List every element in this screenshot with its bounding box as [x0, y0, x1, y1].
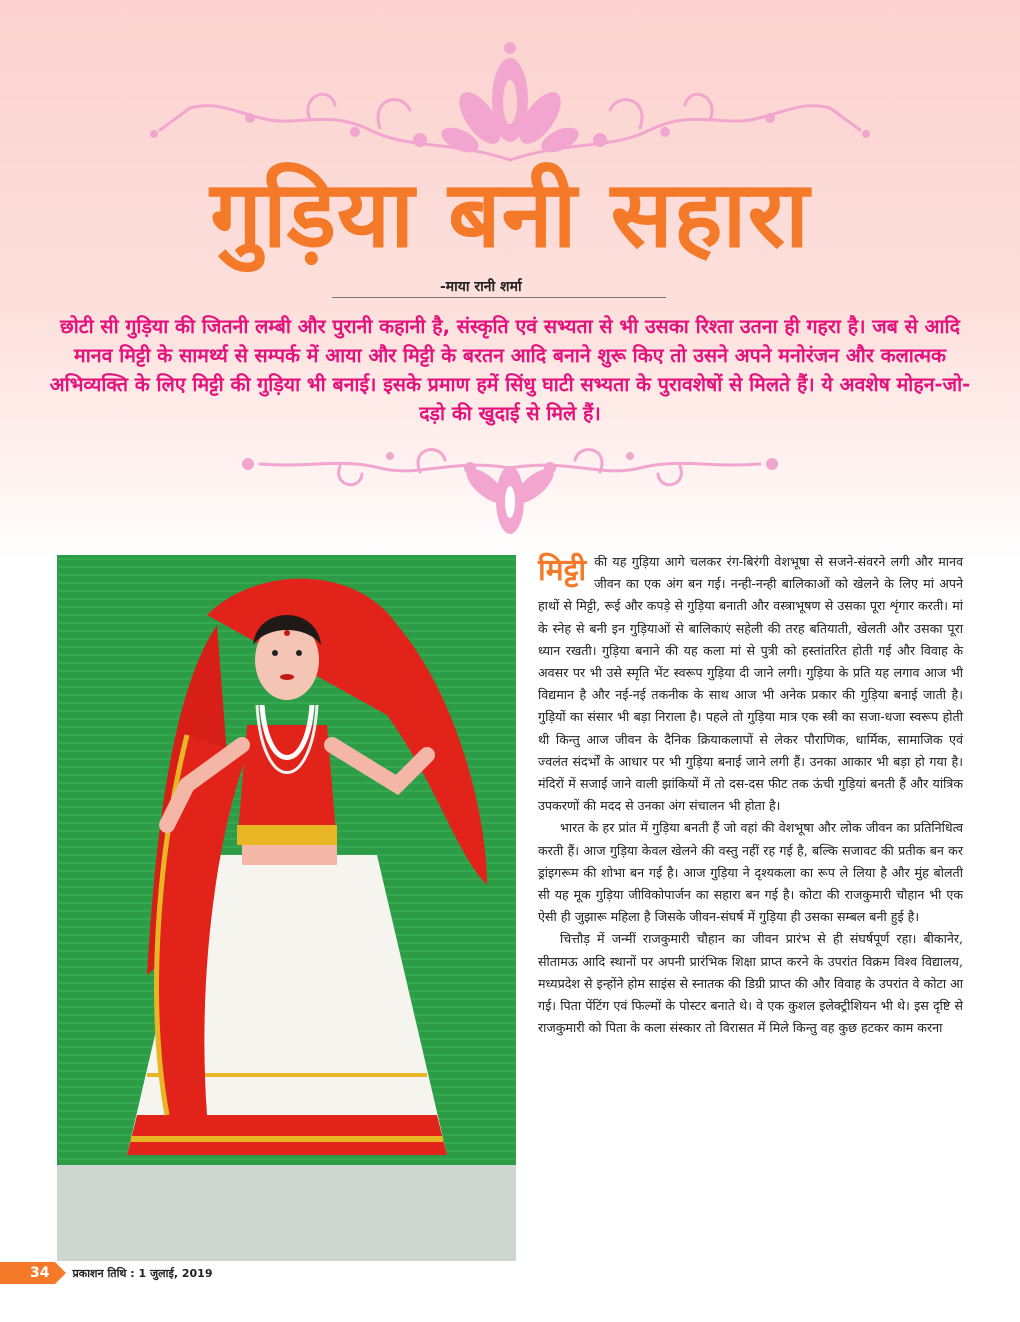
- page-number: 34: [0, 1262, 55, 1284]
- author-byline: -माया रानी शर्मा: [440, 279, 522, 295]
- page-footer: [0, 1262, 213, 1284]
- bottom-ornament: [0, 438, 1020, 538]
- article-title: गुड़िया बनी सहारा: [210, 161, 810, 268]
- article-body: [538, 551, 963, 1039]
- doll-photo: [57, 555, 516, 1261]
- top-ornament: [0, 40, 1020, 170]
- arrow-icon: [55, 1262, 66, 1284]
- doll-illustration: [57, 555, 516, 1261]
- floral-divider-icon: [220, 438, 800, 538]
- publication-date: प्रकाशन तिथि : 1 जुलाई, 2019: [72, 1266, 213, 1280]
- floral-ornament-icon: [130, 40, 890, 170]
- article-paragraph: भारत के हर प्रांत में गुड़िया बनती हैं जो वहां की वेशभूषा और लोक जीवन का प्रतिनिधित्व करती हैं। आज गुड़िया केवल खेलने की वस्तु नहीं रह गई है, बल्कि सजावट की प्रतीक बन कर ड्रांइगरूम की शोभा बन गई है। आज गुड़िया ने दृश्यकला का रूप ले लिया है और मुंह बोलती सी यह मूक गुड़िया जीविकोपार्जन का सहारा बन गई है। कोटा की राजकुमारी चौहान भी एक ऐसी ही जुझारू महिला है जिसके जीवन-संघर्ष में गुड़िया ही उसका सम्बल बनी हुई है।: [538, 820, 963, 925]
- intro-paragraph: छोटी सी गुड़िया की जितनी लम्बी और पुरानी कहानी है, संस्कृति एवं सभ्यता से भी उसका रिश्ता उतना ही गहरा है। जब से आदि मानव मिट्टी के सामर्थ्य से सम्पर्क में आया और मिट्टी के बरतन आदि बनाने शुरू किए तो उसने अपने मनोरंजन और कलात्मक अभिव्यक्ति के लिए मिट्टी की गुड़िया भी बनाई। इसके प्रमाण हमें सिंधु घाटी सभ्यता के पुरावशेषों से मिलते हैं। ये अवशेष मोहन-जो-दड़ो की खुदाई से मिले हैं।: [49, 315, 971, 425]
- article-paragraph: चित्तौड़ में जन्मीं राजकुमारी चौहान का जीवन प्रारंभ से ही संघर्षपूर्ण रहा। बीकानेर, सीतामऊ आदि स्थानों पर अपनी प्रारंभिक शिक्षा प्राप्त करने के उपरांत विक्रम विश्व विद्यालय, मध्यप्रदेश से इन्होंने होम साइंस से स्नातक की डिग्री प्राप्त की और विवाह के उपरांत वे कोटा आ गई। पिता पेंटिंग एवं फिल्मों के पोस्टर बनाते थे। वे एक कुशल इलेक्ट्रीशियन भी थे। इस दृष्टि से राजकुमारी को पिता के कला संस्कार तो विरासत में मिले किन्तु वह कुछ हटकर काम करना: [538, 931, 963, 1036]
- lead-word: मिट्टी: [538, 553, 587, 588]
- divider: [332, 297, 666, 298]
- article-paragraph: [538, 551, 963, 817]
- paragraph-text: की यह गुड़िया आगे चलकर रंग-बिरंगी वेशभूषा से सजने-संवरने लगी और मानव जीवन का एक अंग बन गई। नन्ही-नन्ही बालिकाओं को खेलने के लिए मां अपने हाथों से मिट्टी, रूई और कपड़े से गुड़िया बनाती और वस्त्राभूषण से उसका पूरा शृंगार करती। मां के स्नेह से बनी इन गुड़ियाओं से बालिकाएं सहेली की तरह बतियाती, खेलती और उसका पूरा ध्यान रखती। गुड़िया बनाने की यह कला मां से पुत्री को हस्तांतरित होती गई और विवाह के अवसर पर भी उसे स्मृति भेंट स्वरूप गुड़िया दी जाने लगी। गुड़िया के प्रति यह लगाव आज भी विद्यमान है और नई-नई तकनीक के साथ आज भी अनेक प्रकार की गुड़िया बनाई जाती है। गुड़ियों का संसार भी बड़ा निराला है। पहले तो गुड़िया मात्र एक स्त्री का सजा-धजा स्वरूप होती थी किन्तु आज जीवन के दैनिक क्रियाकलापों से लेकर पौराणिक, धार्मिक, सामाजिक एवं ज्वलंत संदर्भों के आधार पर भी गुड़िया बनाई जाने लगी हैं। उनका आकार भी बड़ा हो गया है। मंदिरों में सजाई जाने वाली झांकियों में तो दस-दस फीट तक ऊंची गुड़ियां बनती हैं और यांत्रिक उपकरणों की मदद से उनका अंग संचालन भी होता है।: [538, 554, 963, 814]
